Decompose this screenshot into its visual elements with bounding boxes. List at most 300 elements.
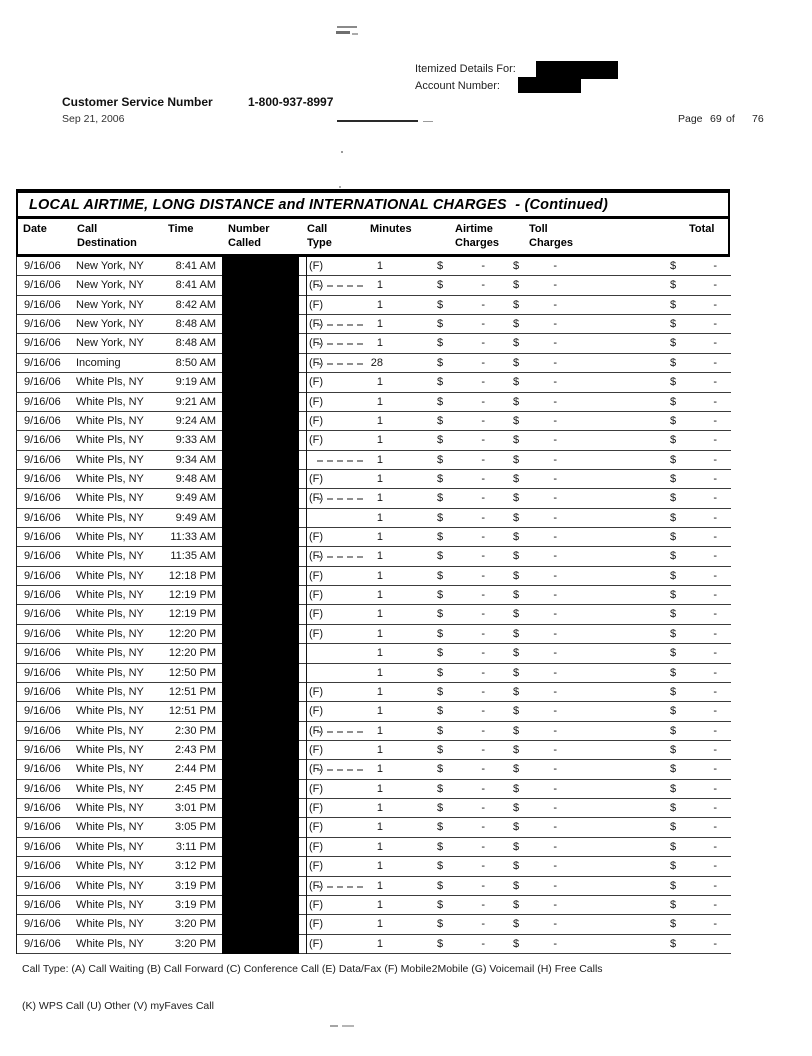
cell-call-type: (F) [309,395,324,408]
cell-airtime-currency: $ [437,821,444,834]
cell-total-currency: $ [670,782,677,795]
cell-toll-currency: $ [513,569,520,582]
cell-date: 9/16/06 [24,898,61,911]
cell-toll-amount: - [553,492,557,505]
cell-airtime-currency: $ [437,840,444,853]
cell-date: 9/16/06 [24,414,61,427]
cell-toll-amount: - [553,743,557,756]
cell-call-type: (F) [309,840,324,853]
cell-toll-amount: - [553,937,557,950]
cell-minutes: 1 [376,627,383,640]
cell-total-currency: $ [670,550,677,563]
cell-minutes: 1 [376,472,383,485]
cell-toll-currency: $ [513,647,520,660]
cell-time: 3:05 PM [175,821,216,834]
cell-total-amount: - [713,840,717,853]
cell-total-currency: $ [670,724,677,737]
table-row [17,896,731,915]
cell-date: 9/16/06 [24,531,61,544]
cell-total-currency: $ [670,685,677,698]
cell-call-type: (F) [309,376,324,389]
cell-airtime-currency: $ [437,685,444,698]
cell-toll-amount: - [553,898,557,911]
cell-toll-currency: $ [513,879,520,892]
cell-minutes: 1 [376,685,383,698]
table-row [17,276,731,295]
cell-date: 9/16/06 [24,918,61,931]
cell-time: 9:21 AM [175,395,216,408]
cell-time: 12:50 PM [168,666,216,679]
cell-airtime-currency: $ [437,279,444,292]
cell-call-type: (F) [309,724,324,737]
cell-total-amount: - [713,279,717,292]
cell-airtime-amount: - [481,376,485,389]
cell-airtime-currency: $ [437,802,444,815]
call-type-legend-line1: Call Type: (A) Call Waiting (B) Call Forward (C) Conference Call (E) Data/Fax (F) Mobile2Mobile (G) Voicemail (H) Free Calls [22,963,603,975]
cell-minutes: 1 [376,434,383,447]
cell-time: 3:20 PM [175,937,216,950]
cell-time: 8:41 AM [175,279,216,292]
cell-total-amount: - [713,453,717,466]
cell-total-currency: $ [670,666,677,679]
cell-airtime-currency: $ [437,647,444,660]
cell-call-destination: White Pls, NY [76,840,144,853]
cell-airtime-currency: $ [437,318,444,331]
cell-call-destination: White Pls, NY [76,821,144,834]
cell-toll-currency: $ [513,472,520,485]
cell-time: 12:19 PM [168,608,216,621]
cell-airtime-amount: - [481,898,485,911]
table-row [17,257,731,276]
table-row [17,489,731,508]
cell-minutes: 1 [376,337,383,350]
cell-time: 8:42 AM [175,298,216,311]
cell-toll-currency: $ [513,318,520,331]
cell-airtime-currency: $ [437,337,444,350]
cell-airtime-currency: $ [437,434,444,447]
cell-call-destination: White Pls, NY [76,763,144,776]
cell-call-type: (F) [309,260,324,272]
cell-call-type: (F) [309,550,324,563]
cell-call-destination: New York, NY [76,337,144,350]
cell-total-currency: $ [670,627,677,640]
cell-total-currency: $ [670,647,677,660]
cell-call-destination: White Pls, NY [76,472,144,485]
cell-total-amount: - [713,356,717,369]
cell-call-type: (F) [309,802,324,815]
scan-artifact [342,1025,354,1027]
cell-call-destination: New York, NY [76,318,144,331]
cell-date: 9/16/06 [24,511,61,524]
table-row [17,315,731,334]
cell-total-amount: - [713,608,717,621]
cell-toll-currency: $ [513,589,520,602]
cell-minutes: 1 [376,298,383,311]
cell-minutes: 1 [376,318,383,331]
cell-call-destination: White Pls, NY [76,937,144,950]
cell-minutes: 1 [376,511,383,524]
cell-total-currency: $ [670,472,677,485]
cell-date: 9/16/06 [24,840,61,853]
cell-total-currency: $ [670,918,677,931]
cell-call-destination: White Pls, NY [76,782,144,795]
cell-call-type: (F) [309,743,324,756]
cell-minutes: 1 [376,705,383,718]
cell-toll-amount: - [553,395,557,408]
page-indicator-of: of [726,113,735,125]
cell-total-currency: $ [670,937,677,950]
cell-total-amount: - [713,763,717,776]
cell-airtime-currency: $ [437,453,444,466]
cell-call-destination: Incoming [76,356,121,369]
cell-total-amount: - [713,743,717,756]
cell-airtime-amount: - [481,743,485,756]
col-header-call-destination: Call Destination [77,223,137,249]
cell-minutes: 1 [376,569,383,582]
cell-date: 9/16/06 [24,434,61,447]
cell-call-destination: White Pls, NY [76,453,144,466]
cell-total-currency: $ [670,531,677,544]
page-indicator-current: 69 [710,113,722,125]
cell-call-type: (F) [309,879,324,892]
table-row [17,644,731,663]
cell-total-amount: - [713,511,717,524]
scan-artifact [330,1025,338,1027]
cell-time: 9:19 AM [175,376,216,389]
cell-total-currency: $ [670,492,677,505]
cell-minutes: 1 [376,937,383,950]
cell-date: 9/16/06 [24,569,61,582]
cell-date: 9/16/06 [24,782,61,795]
cell-time: 9:34 AM [175,453,216,466]
cell-total-amount: - [713,434,717,447]
scan-artifact [339,186,341,188]
customer-service-number: 1-800-937-8997 [248,95,334,109]
table-row [17,334,731,353]
cell-total-currency: $ [670,260,677,272]
cell-call-destination: White Pls, NY [76,414,144,427]
cell-total-amount: - [713,647,717,660]
cell-toll-amount: - [553,511,557,524]
cell-toll-amount: - [553,279,557,292]
cell-call-type: (F) [309,918,324,931]
cell-airtime-amount: - [481,879,485,892]
cell-total-amount: - [713,318,717,331]
cell-time: 3:01 PM [175,802,216,815]
cell-minutes: 1 [376,395,383,408]
cell-time: 12:20 PM [168,627,216,640]
cell-toll-currency: $ [513,860,520,873]
cell-call-type: (F) [309,337,324,350]
cell-call-destination: White Pls, NY [76,860,144,873]
cell-call-destination: White Pls, NY [76,492,144,505]
table-row [17,799,731,818]
cell-toll-amount: - [553,666,557,679]
page-indicator-label: Page [678,113,703,125]
cell-toll-amount: - [553,376,557,389]
cell-airtime-currency: $ [437,376,444,389]
account-number-label: Account Number: [415,80,500,92]
cell-toll-amount: - [553,531,557,544]
cell-date: 9/16/06 [24,724,61,737]
cell-total-amount: - [713,821,717,834]
table-row [17,818,731,837]
cell-airtime-amount: - [481,802,485,815]
cell-time: 12:51 PM [168,685,216,698]
table-row [17,393,731,412]
cell-toll-amount: - [553,434,557,447]
cell-date: 9/16/06 [24,763,61,776]
cell-minutes: 1 [376,879,383,892]
cell-date: 9/16/06 [24,666,61,679]
cell-minutes: 1 [376,414,383,427]
cell-total-currency: $ [670,395,677,408]
cell-airtime-currency: $ [437,414,444,427]
cell-time: 8:48 AM [175,318,216,331]
cell-total-currency: $ [670,705,677,718]
cell-date: 9/16/06 [24,376,61,389]
cell-call-destination: White Pls, NY [76,511,144,524]
cell-total-amount: - [713,666,717,679]
cell-toll-currency: $ [513,782,520,795]
cell-call-type: (F) [309,937,324,950]
cell-toll-amount: - [553,414,557,427]
cell-date: 9/16/06 [24,821,61,834]
cell-time: 3:12 PM [175,860,216,873]
cell-minutes: 1 [376,376,383,389]
cell-airtime-amount: - [481,531,485,544]
cell-minutes: 1 [376,743,383,756]
cell-call-type: (F) [309,589,324,602]
redaction-box-account [518,77,581,93]
col-header-airtime-charges: Airtime Charges [455,223,500,249]
cell-airtime-currency: $ [437,356,444,369]
table-row [17,741,731,760]
cell-total-amount: - [713,569,717,582]
scan-artifact [423,121,433,122]
cell-toll-amount: - [553,608,557,621]
cell-airtime-amount: - [481,647,485,660]
cell-airtime-currency: $ [437,298,444,311]
cell-airtime-amount: - [481,782,485,795]
charges-table [16,189,730,954]
cell-time: 3:20 PM [175,918,216,931]
cell-total-currency: $ [670,743,677,756]
cell-airtime-currency: $ [437,782,444,795]
cell-call-type: (F) [309,685,324,698]
table-row [17,547,731,566]
cell-time: 12:19 PM [168,589,216,602]
cell-toll-currency: $ [513,434,520,447]
cell-total-amount: - [713,802,717,815]
cell-total-amount: - [713,627,717,640]
cell-toll-currency: $ [513,337,520,350]
col-header-call-type: Call Type [307,223,332,249]
cell-airtime-currency: $ [437,705,444,718]
cell-airtime-amount: - [481,627,485,640]
cell-call-destination: White Pls, NY [76,569,144,582]
cell-date: 9/16/06 [24,318,61,331]
cell-airtime-amount: - [481,298,485,311]
column-divider-line [306,257,307,954]
cell-time: 3:19 PM [175,879,216,892]
cell-call-type: (F) [309,279,324,292]
col-header-time: Time [168,223,194,235]
cell-time: 12:20 PM [168,647,216,660]
cell-airtime-currency: $ [437,666,444,679]
table-row [17,915,731,934]
cell-toll-amount: - [553,763,557,776]
cell-minutes: 1 [376,840,383,853]
cell-call-destination: White Pls, NY [76,879,144,892]
customer-service-label: Customer Service Number [62,95,213,109]
cell-date: 9/16/06 [24,337,61,350]
cell-toll-currency: $ [513,685,520,698]
cell-date: 9/16/06 [24,647,61,660]
cell-time: 11:33 AM [170,531,216,544]
cell-minutes: 1 [376,279,383,292]
scan-artifact [341,151,343,153]
cell-airtime-amount: - [481,937,485,950]
cell-date: 9/16/06 [24,802,61,815]
cell-minutes: 1 [376,589,383,602]
cell-call-destination: White Pls, NY [76,705,144,718]
cell-call-type: (F) [309,763,324,776]
cell-airtime-currency: $ [437,260,444,272]
table-row [17,780,731,799]
cell-toll-currency: $ [513,802,520,815]
cell-airtime-currency: $ [437,511,444,524]
cell-call-destination: New York, NY [76,298,144,311]
cell-toll-amount: - [553,627,557,640]
cell-airtime-amount: - [481,666,485,679]
cell-time: 2:30 PM [175,724,216,737]
table-row [17,509,731,528]
cell-toll-currency: $ [513,376,520,389]
cell-call-type: (F) [309,318,324,331]
redaction-column-number-called [222,257,299,954]
cell-call-destination: New York, NY [76,279,144,292]
cell-airtime-amount: - [481,279,485,292]
cell-date: 9/16/06 [24,860,61,873]
cell-total-currency: $ [670,608,677,621]
cell-airtime-currency: $ [437,550,444,563]
table-row [17,296,731,315]
cell-toll-currency: $ [513,453,520,466]
cell-toll-amount: - [553,356,557,369]
table-row [17,935,731,954]
scan-artifact [336,31,350,34]
cell-total-currency: $ [670,376,677,389]
cell-toll-currency: $ [513,705,520,718]
table-row [17,664,731,683]
cell-total-currency: $ [670,356,677,369]
cell-toll-amount: - [553,318,557,331]
cell-total-amount: - [713,414,717,427]
cell-airtime-amount: - [481,511,485,524]
cell-toll-amount: - [553,569,557,582]
cell-total-amount: - [713,472,717,485]
cell-toll-currency: $ [513,298,520,311]
cell-airtime-amount: - [481,337,485,350]
table-row [17,451,731,470]
cell-airtime-currency: $ [437,472,444,485]
cell-airtime-amount: - [481,608,485,621]
call-type-legend-line2: (K) WPS Call (U) Other (V) myFaves Call [22,1000,214,1012]
cell-total-amount: - [713,260,717,272]
cell-call-destination: White Pls, NY [76,550,144,563]
cell-date: 9/16/06 [24,453,61,466]
cell-date: 9/16/06 [24,743,61,756]
col-header-toll-charges: Toll Charges [529,223,574,249]
cell-call-type: (F) [309,627,324,640]
cell-toll-amount: - [553,589,557,602]
cell-call-destination: White Pls, NY [76,685,144,698]
cell-call-type: (F) [309,860,324,873]
cell-airtime-amount: - [481,821,485,834]
cell-minutes: 1 [376,821,383,834]
cell-airtime-amount: - [481,918,485,931]
table-row [17,605,731,624]
cell-total-currency: $ [670,589,677,602]
cell-airtime-currency: $ [437,898,444,911]
cell-airtime-amount: - [481,356,485,369]
cell-total-currency: $ [670,337,677,350]
cell-time: 8:41 AM [175,260,216,272]
cell-total-amount: - [713,492,717,505]
cell-toll-amount: - [553,550,557,563]
cell-toll-currency: $ [513,763,520,776]
cell-toll-currency: $ [513,918,520,931]
cell-total-amount: - [713,589,717,602]
cell-date: 9/16/06 [24,608,61,621]
cell-toll-currency: $ [513,356,520,369]
table-row [17,722,731,741]
cell-toll-currency: $ [513,279,520,292]
cell-toll-currency: $ [513,937,520,950]
cell-total-amount: - [713,782,717,795]
scan-artifact [352,33,358,35]
cell-time: 8:48 AM [175,337,216,350]
table-header-row [16,218,730,257]
cell-call-destination: White Pls, NY [76,743,144,756]
cell-airtime-amount: - [481,550,485,563]
cell-minutes: 1 [376,453,383,466]
cell-call-type: (F) [309,782,324,795]
cell-call-type: (F) [309,898,324,911]
cell-call-destination: White Pls, NY [76,376,144,389]
table-row [17,760,731,779]
cell-call-destination: White Pls, NY [76,395,144,408]
cell-minutes: 1 [376,918,383,931]
cell-call-type: (F) [309,434,324,447]
cell-date: 9/16/06 [24,627,61,640]
cell-toll-currency: $ [513,666,520,679]
cell-total-currency: $ [670,511,677,524]
cell-airtime-currency: $ [437,608,444,621]
cell-total-currency: $ [670,434,677,447]
cell-toll-amount: - [553,472,557,485]
cell-total-amount: - [713,860,717,873]
cell-minutes: 1 [376,608,383,621]
cell-airtime-amount: - [481,840,485,853]
cell-toll-amount: - [553,879,557,892]
itemized-details-label: Itemized Details For: [415,63,516,75]
cell-airtime-currency: $ [437,627,444,640]
cell-total-currency: $ [670,821,677,834]
cell-total-amount: - [713,531,717,544]
cell-time: 11:35 AM [170,550,216,563]
